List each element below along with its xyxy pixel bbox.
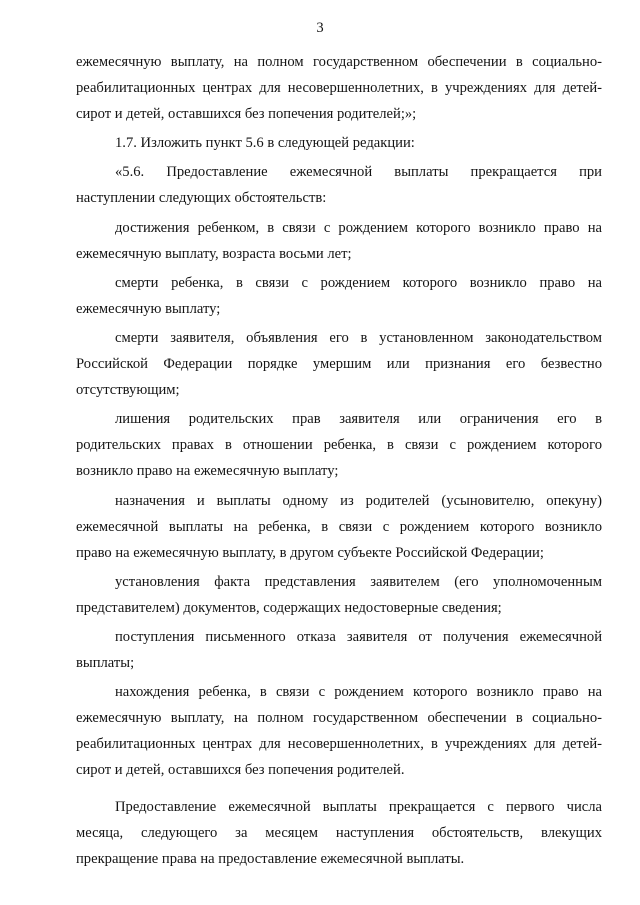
text-line: смерти заявителя, объявления его в установленном законодательством [115,329,602,346]
text-line: представителем) документов, содержащих недостоверные сведения; [76,599,502,616]
text-line: поступления письменного отказа заявителя от получения ежемесячной [115,628,602,645]
text-line: право на ежемесячную выплату, в другом субъекте Российской Федерации; [76,544,544,561]
paragraph-condition-refusal [76,624,602,676]
text-line: ежемесячную выплату, на полном государственном обеспечении в социально- [76,710,602,727]
text-line: 1.7. Изложить пункт 5.6 в следующей редакции: [115,135,415,152]
text-line: ежемесячной выплаты на ребенка, в связи с рождением которого возникло [76,518,602,535]
page-number: 3 [316,20,324,36]
text-line: назначения и выплаты одному из родителей (усыновителю, опекуну) [115,492,602,509]
text-line: «5.6. Предоставление ежемесячной выплаты прекращается при [115,164,602,181]
text-line: реабилитационных центрах для несовершеннолетних, в учреждениях для детей- [76,736,602,753]
text-line: достижения ребенком, в связи с рождением которого возникло право на [115,219,602,236]
paragraph-continuation [76,49,602,127]
paragraph-condition-parental-rights [76,406,602,484]
text-line: Российской Федерации порядке умершим или признания его безвестно [76,356,602,373]
text-line: выплаты; [76,655,135,672]
text-line: ежемесячную выплату; [76,300,221,317]
text-line: прекращение права на предоставление ежемесячной выплаты. [76,850,465,867]
text-line: лишения родительских прав заявителя или ограничения его в [115,411,602,428]
text-line: отсутствующим; [76,382,180,399]
text-line: сирот и детей, оставшихся без попечения родителей. [76,762,405,779]
text-line: родительских правах в отношении ребенка, в связи с рождением которого [76,437,602,454]
paragraph-condition-age [76,215,602,267]
paragraph-item-1-7 [76,130,602,156]
paragraph-termination-date [76,794,602,872]
text-line: возникло право на ежемесячную выплату; [76,463,339,480]
paragraph-condition-state-care [76,679,602,783]
text-line: смерти ребенка, в связи с рождением которого возникло право на [115,274,602,291]
document-body [76,49,602,872]
paragraph-condition-other-region [76,488,602,566]
paragraph-clause-5-6 [76,159,602,211]
text-line: установления факта представления заявителем (его уполномоченным [115,573,602,590]
text-line: наступлении следующих обстоятельств: [76,190,327,207]
text-line: ежемесячную выплату, на полном государственном обеспечении в социально- [76,54,602,70]
text-line: нахождения ребенка, в связи с рождением которого возникло право на [115,684,602,701]
text-line: ежемесячную выплату, возраста восьми лет; [76,245,352,262]
text-line: сирот и детей, оставшихся без попечения родителей;»; [76,106,417,123]
text-line: Предоставление ежемесячной выплаты прекращается с первого числа [115,798,602,815]
paragraph-condition-applicant-death [76,325,602,403]
paragraph-condition-false-documents [76,569,602,621]
text-line: реабилитационных центрах для несовершеннолетних, в учреждениях для детей- [76,80,602,97]
text-line: месяца, следующего за месяцем наступления обстоятельств, влекущих [76,824,602,841]
paragraph-condition-child-death [76,270,602,322]
